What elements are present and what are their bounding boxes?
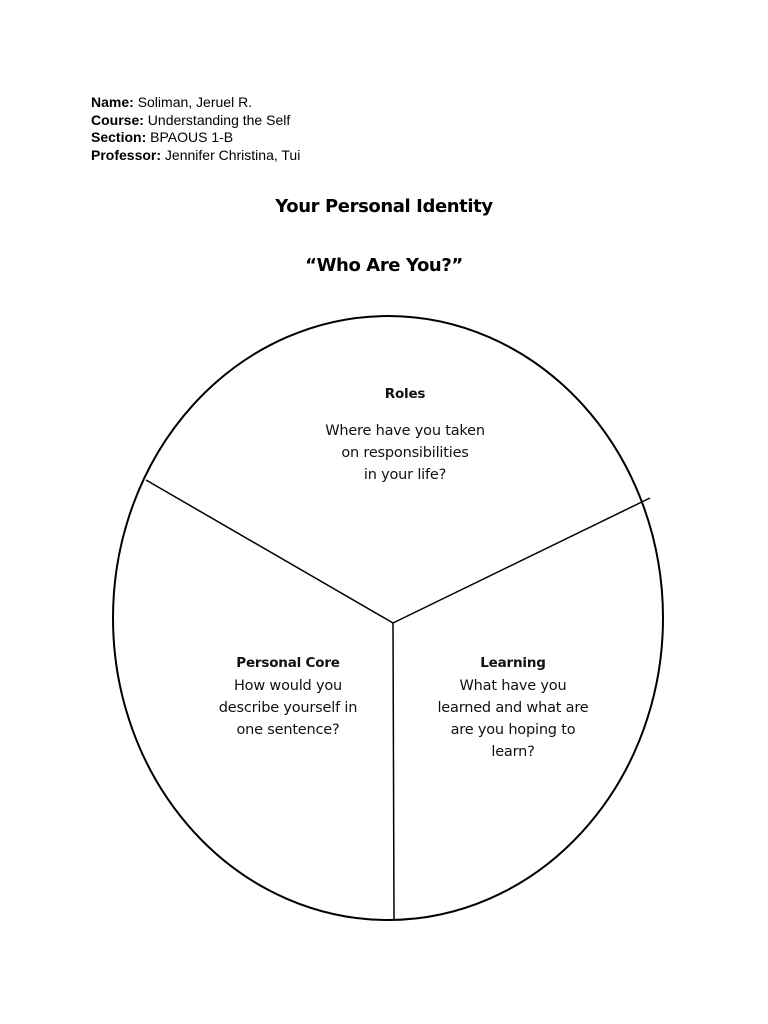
roles-title: Roles: [384, 386, 426, 402]
course-value: Understanding the Self: [147, 111, 291, 128]
name-value: Soliman, Jeruel R.: [137, 94, 253, 110]
learning-prompt-line: learned and what are: [437, 700, 589, 716]
professor-value: Jennifer Christina, Tui: [164, 146, 301, 163]
professor-label: Professor:: [91, 146, 162, 163]
name-label: Name:: [91, 94, 134, 110]
roles-prompt: [305, 420, 505, 486]
learning-prompt-line: What have you: [459, 678, 567, 694]
roles-section: [305, 386, 505, 486]
page-title: Your Personal Identity: [275, 196, 493, 217]
section-label: Section:: [91, 129, 147, 146]
personal-core-title: Personal Core: [236, 655, 340, 671]
learning-title: Learning: [480, 655, 546, 671]
section-value: BPAOUS 1-B: [150, 129, 234, 146]
personal-core-prompt-line: How would you: [233, 678, 343, 694]
personal-core-prompt-line: one sentence?: [236, 722, 340, 738]
divider-left: [146, 480, 393, 623]
personal-core-prompt: [198, 675, 378, 741]
learning-prompt: [423, 675, 603, 763]
personal-core-section: [198, 655, 378, 741]
roles-prompt-line: on responsibilities: [341, 445, 469, 461]
learning-prompt-line: learn?: [491, 744, 535, 760]
roles-prompt-line: Where have you taken: [325, 423, 485, 439]
divider-bottom: [393, 623, 394, 919]
learning-prompt-line: are you hoping to: [450, 722, 576, 738]
learning-section: [423, 655, 603, 763]
personal-core-prompt-line: describe yourself in: [218, 700, 358, 716]
page-subtitle: “Who Are You?”: [305, 255, 463, 276]
divider-right: [393, 498, 650, 623]
roles-prompt-line: in your life?: [363, 467, 447, 483]
course-label: Course:: [91, 111, 144, 128]
